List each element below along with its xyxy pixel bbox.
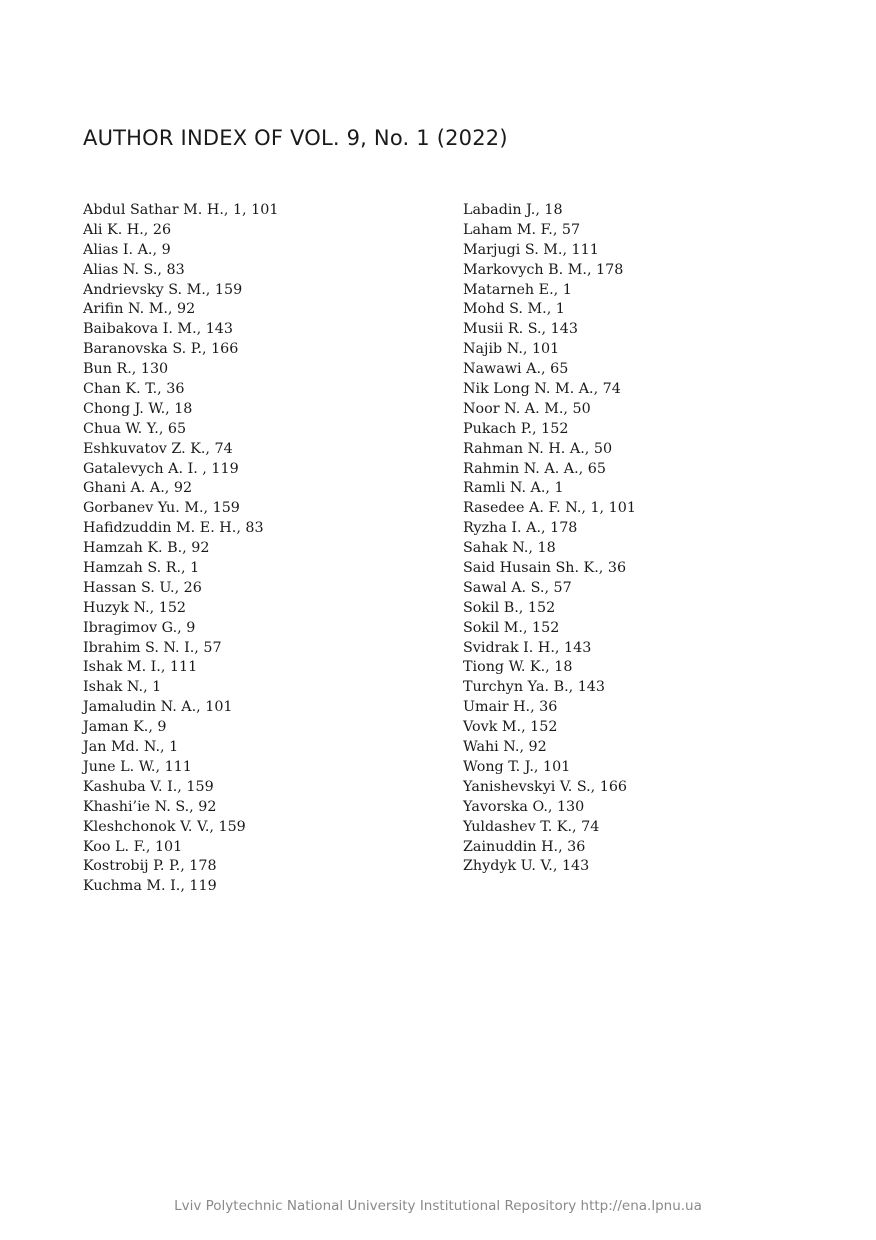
author-entry: Sahak N., 18 (463, 540, 556, 557)
author-entry: Vovk M., 152 (463, 719, 558, 736)
author-entry: Nik Long N. M. A., 74 (463, 381, 621, 398)
author-entry: Tiong W. K., 18 (463, 659, 573, 676)
author-entry: Pukach P., 152 (463, 420, 569, 437)
author-entry: Ryzha I. A., 178 (463, 520, 578, 537)
author-entry: Noor N. A. M., 50 (463, 400, 591, 417)
author-entry: Ali K. H., 26 (83, 221, 172, 238)
author-entry: Wahi N., 92 (463, 739, 547, 756)
author-index-right-column (463, 201, 823, 877)
author-entry: Rahmin N. A. A., 65 (463, 460, 606, 477)
author-entry: Ghani A. A., 92 (83, 480, 193, 497)
author-entry: Kleshchonok V. V., 159 (83, 818, 246, 835)
author-entry: Chong J. W., 18 (83, 400, 193, 417)
author-entry: Eshkuvatov Z. K., 74 (83, 440, 233, 457)
author-entry: Hassan S. U., 26 (83, 579, 202, 596)
author-entry: Najib N., 101 (463, 341, 560, 358)
author-entry: Ramli N. A., 1 (463, 480, 564, 497)
author-entry: Hamzah K. B., 92 (83, 540, 210, 557)
author-entry: Jamaludin N. A., 101 (83, 699, 233, 716)
author-entry: Sawal A. S., 57 (463, 579, 572, 596)
author-entry: Yavorska O., 130 (463, 798, 585, 815)
author-entry: Andrievsky S. M., 159 (83, 281, 243, 298)
author-entry: Sokil M., 152 (463, 619, 560, 636)
author-entry: Chua W. Y., 65 (83, 420, 187, 437)
author-entry: Svidrak I. H., 143 (463, 639, 592, 656)
author-entry: Hafidzuddin M. E. H., 83 (83, 520, 264, 537)
author-entry: Kuchma M. I., 119 (83, 878, 217, 895)
author-entry: Ishak M. I., 111 (83, 659, 198, 676)
author-entry: Labadin J., 18 (463, 202, 563, 218)
author-entry: Wong T. J., 101 (463, 758, 571, 775)
author-entry: June L. W., 111 (83, 758, 192, 775)
author-entry: Kashuba V. I., 159 (83, 778, 214, 795)
author-entry: Marjugi S. M., 111 (463, 241, 599, 258)
author-entry: Ibrahim S. N. I., 57 (83, 639, 222, 656)
author-entry: Ibragimov G., 9 (83, 619, 196, 636)
author-entry: Gorbanev Yu. M., 159 (83, 500, 240, 517)
author-entry: Turchyn Ya. B., 143 (463, 679, 605, 696)
author-entry: Nawawi A., 65 (463, 361, 569, 378)
author-entry: Jan Md. N., 1 (83, 739, 179, 756)
author-index-left-column (83, 201, 443, 897)
author-entry: Ishak N., 1 (83, 679, 162, 696)
author-entry: Baranovska S. P., 166 (83, 341, 239, 358)
author-entry: Mohd S. M., 1 (463, 301, 565, 318)
author-entry: Gatalevych A. I. , 119 (83, 460, 239, 477)
author-entry: Chan K. T., 36 (83, 381, 185, 398)
author-entry: Rahman N. H. A., 50 (463, 440, 613, 457)
author-entry: Umair H., 36 (463, 699, 558, 716)
author-entry: Matarneh E., 1 (463, 281, 572, 298)
author-entry: Yanishevskyi V. S., 166 (463, 778, 628, 795)
author-entry: Koo L. F., 101 (83, 838, 183, 855)
author-entry: Alias N. S., 83 (83, 261, 185, 278)
author-entry: Rasedee A. F. N., 1, 101 (463, 500, 636, 517)
author-entry: Arifin N. M., 92 (83, 301, 196, 318)
author-entry: Baibakova I. M., 143 (83, 321, 233, 338)
author-entry: Huzyk N., 152 (83, 599, 187, 616)
author-entry: Abdul Sathar M. H., 1, 101 (83, 202, 279, 218)
author-entry: Sokil B., 152 (463, 599, 556, 616)
author-entry: Hamzah S. R., 1 (83, 560, 200, 577)
author-entry: Said Husain Sh. K., 36 (463, 560, 627, 577)
author-entry: Alias I. A., 9 (83, 241, 171, 258)
author-entry: Yuldashev T. K., 74 (463, 818, 600, 835)
author-entry: Laham M. F., 57 (463, 221, 581, 238)
author-entry: Zhydyk U. V., 143 (463, 858, 590, 875)
author-entry: Markovych B. M., 178 (463, 261, 624, 278)
author-entry: Jaman K., 9 (83, 719, 167, 736)
author-entry: Zainuddin H., 36 (463, 838, 586, 855)
author-entry: Musii R. S., 143 (463, 321, 578, 338)
page-title: AUTHOR INDEX OF VOL. 9, No. 1 (2022) (83, 126, 508, 150)
author-entry: Bun R., 130 (83, 361, 169, 378)
repository-footer: Lviv Polytechnic National University Institutional Repository http://ena.lpnu.ua (174, 1198, 702, 1214)
author-entry: Khashi’ie N. S., 92 (83, 798, 217, 815)
author-entry: Kostrobij P. P., 178 (83, 858, 217, 875)
